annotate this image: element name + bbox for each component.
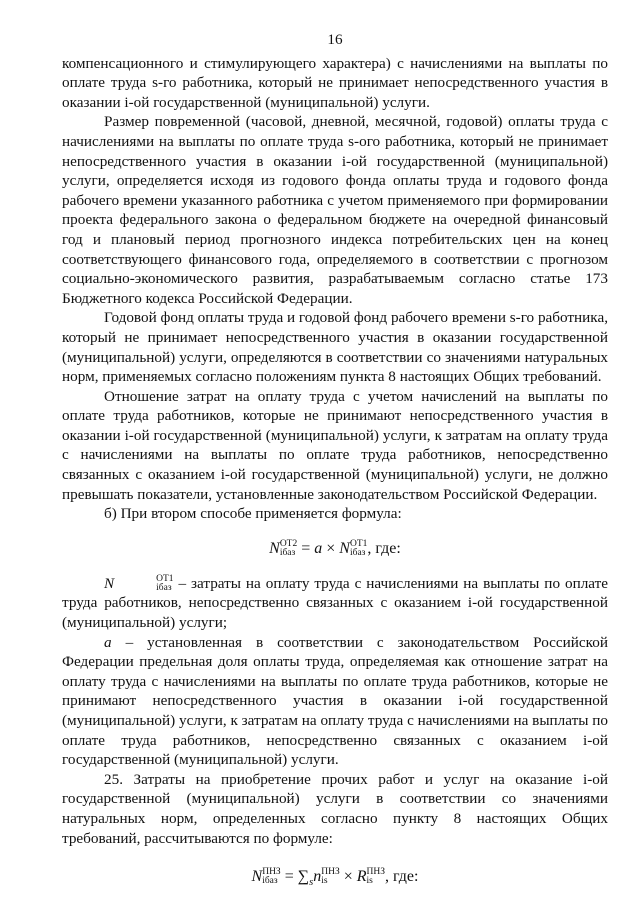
paragraph-second-method: б) При втором способе применяется формула:	[104, 505, 402, 523]
page-number: 16	[327, 31, 343, 48]
paragraph-cost-ratio: Отношение затрат на оплату труда с учетом начислений на выплаты по оплате труда работников, которые не принимают непосредственного участия в оказании i-ой государственной (муниципальной) услуги, к затратам на оплату труда с начислениями на выплаты по оплате труда работников, непосредственно связанных с оказанием i-ой государственной (муниципальной) услуги, не должно превышать показатели, установленные законодательством Российской Федерации.	[62, 387, 608, 503]
definition-n-ot1: N ОТ1 iбаз – затраты на оплату труда с начислениями на выплаты по оплате труда работников, непосредственно связанных с оказанием i-ой государственной (муниципальной) услуги;	[62, 574, 608, 632]
formula1-rhs-symbol: N	[339, 539, 350, 557]
formula1-lhs-symbol: N	[269, 539, 280, 557]
paragraph-time-based-pay: Размер повременной (часовой, дневной, месячной, годовой) оплаты труда с начислениями на выплаты по оплате труда s-ого работника, который не принимает непосредственного участия в оказании i-ой государственной (муниципальной) услуги, определяется исходя из годового фонда оплаты труда и годового фонда рабочего времени указанного работника с учетом применяемого при формировании проекта федерального закона о федеральном бюджете на очередной финансовый год и плановый период прогнозного индекса потребительских цен на конец соответствующего финансового года, определяемого в соответствии с прогнозом социально-экономического развития, разрабатываемым согласно статье 173 Бюджетного кодекса Российской Федерации.	[62, 113, 608, 307]
formula-second-method: N ОТ2 iбаз = a × N ОТ1 iбаз , где:	[269, 539, 401, 559]
formula-item-25: N ПНЗ iбаз = $\sum_sn$ ПНЗ is × R ПНЗ is , где:	[251, 867, 419, 889]
formula1-rhs-indices: ОТ1 iбаз	[349, 539, 368, 559]
definition-a: a – установленная в соответствии с законодательством Российской Федерации предельная доля оплаты труда, определяемая как отношение затрат на оплату труда с начислениями на выплаты по оплате труда работников, которые не принимают непосредственного участия в оказании i-ой государственной (муниципальной) услуги, к затратам на оплату труда с начислениями на выплаты по оплате труда работников, непосредственно связанных с оказанием i-ой государственной (муниципальной) услуги.	[62, 633, 608, 769]
paragraph-continuation: компенсационного и стимулирующего характера) с начислениями на выплаты по оплате труда s-го работника, который не принимает непосредственного участия в оказании i-ой государственной (муниципальной) услуги.	[62, 54, 608, 111]
paragraph-annual-fund: Годовой фонд оплаты труда и годовой фонд рабочего времени s-го работника, который не принимает непосредственного участия в оказании государственной (муниципальной) услуги, определяются в соответствии со значениями натуральных норм, применяемых согласно положениям пункта 8 настоящих Общих требований.	[62, 309, 608, 386]
paragraph-item-25: 25. Затраты на приобретение прочих работ и услуг на оказание i-ой государственной (муниципальной) услуги в соответствии со значениями натуральных норм, определенных согласно пункту 8 настоящих Общих требований, рассчитываются по формуле:	[62, 770, 608, 847]
formula1-lhs-indices: ОТ2 iбаз	[279, 539, 298, 559]
